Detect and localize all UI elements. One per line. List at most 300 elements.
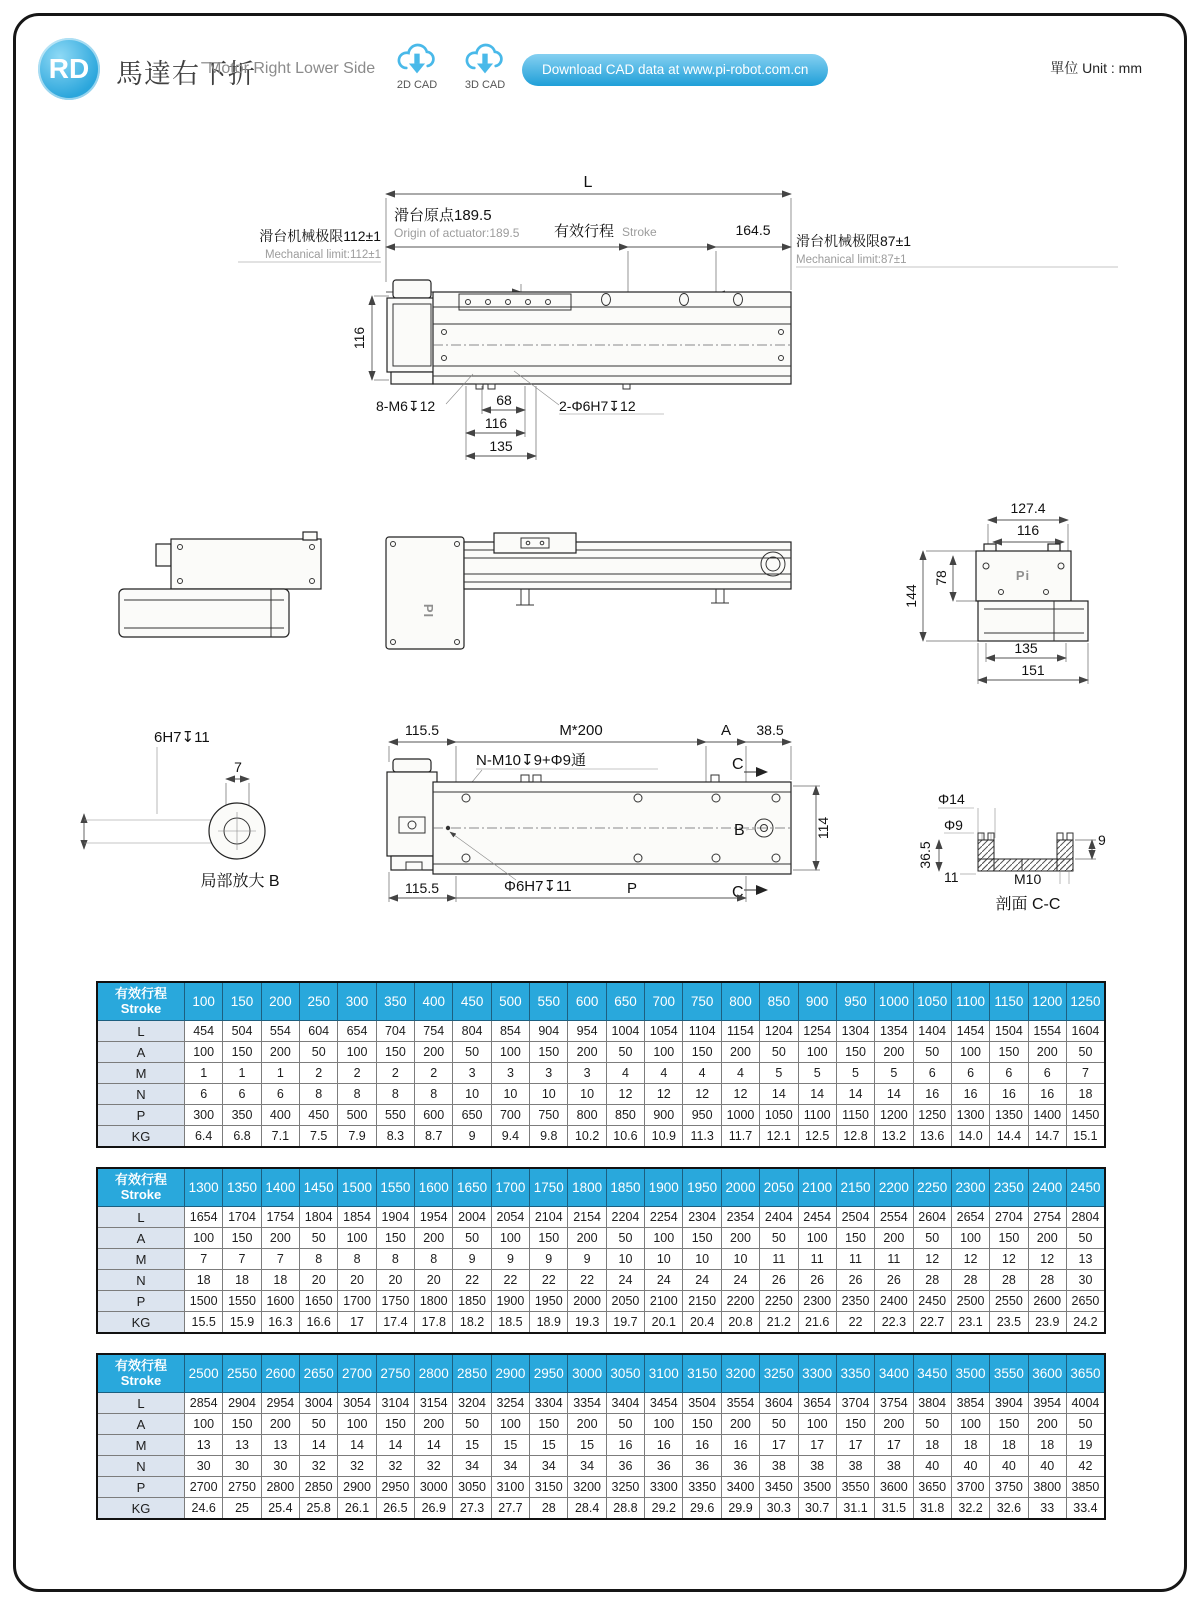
spec-value: 2654 [951, 1207, 989, 1228]
spec-value: 200 [415, 1228, 453, 1249]
stroke-col-header: 2200 [875, 1168, 913, 1207]
spec-row-l [97, 1207, 1105, 1228]
spec-value: 15 [491, 1435, 529, 1456]
spec-value: 3750 [990, 1477, 1028, 1498]
spec-value: 854 [491, 1021, 529, 1042]
spec-value: 1454 [951, 1021, 989, 1042]
spec-value: 100 [185, 1228, 223, 1249]
stroke-col-header: 2400 [1028, 1168, 1066, 1207]
spec-value: 18 [261, 1270, 299, 1291]
label-a: A [720, 722, 732, 739]
cloud-download-icon [461, 42, 509, 76]
spec-value: 9 [491, 1249, 529, 1270]
stroke-col-header: 2500 [185, 1354, 223, 1393]
spec-value: 950 [683, 1105, 721, 1126]
spec-value: 3804 [913, 1393, 951, 1414]
spec-row-n [97, 1456, 1105, 1477]
spec-value: 3850 [1066, 1477, 1105, 1498]
stroke-col-header: 2350 [990, 1168, 1028, 1207]
stroke-header-en: Stroke [120, 1372, 162, 1388]
spec-value: 3800 [1028, 1477, 1066, 1498]
spec-value: 1954 [415, 1207, 453, 1228]
spec-value: 13.2 [875, 1126, 913, 1148]
spec-value: 3054 [338, 1393, 376, 1414]
spec-value: 150 [376, 1414, 414, 1435]
spec-value: 16 [951, 1084, 989, 1105]
label-2-phi6h7: 2-Φ6H7↧12 [559, 398, 636, 414]
spec-value: 50 [606, 1042, 644, 1063]
spec-value: 25 [223, 1498, 261, 1520]
spec-value: 26.5 [376, 1498, 414, 1520]
dim-144: 144 [903, 584, 919, 608]
spec-value: 12 [1028, 1249, 1066, 1270]
spec-value: 26 [875, 1270, 913, 1291]
spec-value: 11 [836, 1249, 874, 1270]
row-label: M [97, 1249, 185, 1270]
spec-value: 15.1 [1066, 1126, 1105, 1148]
spec-value: 3150 [530, 1477, 568, 1498]
spec-value: 20.8 [721, 1312, 759, 1334]
stroke-col-header: 3050 [606, 1354, 644, 1393]
spec-row-p [97, 1477, 1105, 1498]
stroke-col-header: 550 [530, 982, 568, 1021]
spec-value: 1600 [261, 1291, 299, 1312]
spec-value: 12 [645, 1084, 683, 1105]
spec-value: 24 [606, 1270, 644, 1291]
top-view-drawing [238, 174, 1118, 460]
spec-value: 650 [453, 1105, 491, 1126]
row-label: P [97, 1291, 185, 1312]
stroke-col-header: 2850 [453, 1354, 491, 1393]
spec-value: 1900 [491, 1291, 529, 1312]
spec-value: 450 [300, 1105, 338, 1126]
stroke-header-cell [97, 982, 185, 1021]
spec-value: 3954 [1028, 1393, 1066, 1414]
spec-value: 26 [760, 1270, 798, 1291]
stroke-col-header: 1050 [913, 982, 951, 1021]
spec-value: 1554 [1028, 1021, 1066, 1042]
spec-value: 10 [721, 1249, 759, 1270]
spec-value: 13 [1066, 1249, 1105, 1270]
spec-value: 150 [223, 1414, 261, 1435]
cad-2d-download[interactable] [384, 42, 450, 91]
spec-row-a [97, 1414, 1105, 1435]
spec-value: 850 [606, 1105, 644, 1126]
spec-value: 1654 [185, 1207, 223, 1228]
spec-value: 50 [1066, 1228, 1105, 1249]
stroke-col-header: 2100 [798, 1168, 836, 1207]
spec-value: 12 [990, 1249, 1028, 1270]
spec-value: 29.6 [683, 1498, 721, 1520]
spec-value: 150 [683, 1042, 721, 1063]
spec-value: 17 [836, 1435, 874, 1456]
spec-value: 13 [261, 1435, 299, 1456]
spec-value: 24 [645, 1270, 683, 1291]
stroke-col-header: 2950 [530, 1354, 568, 1393]
stroke-col-header: 1400 [261, 1168, 299, 1207]
stroke-spec-table-3 [96, 1353, 1106, 1520]
stroke-col-header: 850 [760, 982, 798, 1021]
dim-116-bottom: 116 [484, 415, 508, 431]
spec-value: 150 [376, 1042, 414, 1063]
dim-36-5: 36.5 [917, 841, 933, 869]
spec-value: 6.4 [185, 1126, 223, 1148]
spec-value: 100 [951, 1228, 989, 1249]
spec-value: 14 [376, 1435, 414, 1456]
spec-value: 1950 [530, 1291, 568, 1312]
spec-value: 1800 [415, 1291, 453, 1312]
stroke-col-header: 900 [798, 982, 836, 1021]
spec-value: 2904 [223, 1393, 261, 1414]
stroke-col-header: 1850 [606, 1168, 644, 1207]
spec-value: 24.2 [1066, 1312, 1105, 1334]
spec-value: 1404 [913, 1021, 951, 1042]
spec-value: 100 [951, 1042, 989, 1063]
spec-row-kg [97, 1312, 1105, 1334]
spec-value: 1050 [760, 1105, 798, 1126]
dim-m10: M10 [1014, 871, 1042, 887]
stroke-col-header: 1200 [1028, 982, 1066, 1021]
spec-value: 28.8 [606, 1498, 644, 1520]
spec-value: 1204 [760, 1021, 798, 1042]
stroke-col-header: 2600 [261, 1354, 299, 1393]
spec-value: 4 [683, 1063, 721, 1084]
spec-value: 50 [760, 1228, 798, 1249]
spec-value: 28 [990, 1270, 1028, 1291]
spec-value: 3554 [721, 1393, 759, 1414]
spec-value: 954 [568, 1021, 606, 1042]
spec-value: 10 [683, 1249, 721, 1270]
spec-value: 1300 [951, 1105, 989, 1126]
stroke-label-en: Stroke [622, 225, 657, 239]
spec-value: 13.6 [913, 1126, 951, 1148]
spec-value: 22 [568, 1270, 606, 1291]
origin-label-en: Origin of actuator:189.5 [394, 226, 520, 240]
stroke-col-header: 1100 [951, 982, 989, 1021]
spec-row-n [97, 1270, 1105, 1291]
dim-m200: M*200 [559, 722, 603, 739]
dim-114: 114 [815, 816, 831, 840]
spec-value: 11 [760, 1249, 798, 1270]
stroke-col-header: 1150 [990, 982, 1028, 1021]
section-c-top-label: C [732, 756, 744, 773]
stroke-header-zh: 有效行程 [114, 1171, 167, 1187]
datasheet-page [13, 13, 1187, 1592]
row-label: L [97, 1393, 185, 1414]
spec-value: 28 [951, 1270, 989, 1291]
spec-value: 3 [530, 1063, 568, 1084]
spec-value: 12 [683, 1084, 721, 1105]
spec-value: 1850 [453, 1291, 491, 1312]
spec-value: 15.5 [185, 1312, 223, 1334]
label-p: P [626, 880, 638, 897]
spec-value: 2504 [836, 1207, 874, 1228]
spec-value: 200 [721, 1414, 759, 1435]
spec-value: 32.6 [990, 1498, 1028, 1520]
spec-value: 1004 [606, 1021, 644, 1042]
spec-value: 26.1 [338, 1498, 376, 1520]
spec-value: 18.9 [530, 1312, 568, 1334]
label-8-m6: 8-M6↧12 [376, 398, 436, 414]
end-view-drawing [903, 500, 1088, 684]
spec-value: 40 [990, 1456, 1028, 1477]
spec-value: 22.3 [875, 1312, 913, 1334]
row-label: KG [97, 1126, 185, 1148]
spec-value: 2300 [798, 1291, 836, 1312]
spec-value: 1504 [990, 1021, 1028, 1042]
row-label: A [97, 1228, 185, 1249]
dim-135: 135 [489, 438, 513, 454]
spec-value: 100 [338, 1042, 376, 1063]
spec-value: 13 [185, 1435, 223, 1456]
stroke-col-header: 300 [338, 982, 376, 1021]
spec-value: 3200 [568, 1477, 606, 1498]
spec-value: 18.5 [491, 1312, 529, 1334]
spec-value: 2900 [338, 1477, 376, 1498]
spec-row-a [97, 1042, 1105, 1063]
spec-value: 50 [913, 1414, 951, 1435]
spec-value: 200 [875, 1042, 913, 1063]
spec-value: 50 [300, 1414, 338, 1435]
spec-value: 3604 [760, 1393, 798, 1414]
spec-value: 1154 [721, 1021, 759, 1042]
spec-value: 9.8 [530, 1126, 568, 1148]
spec-value: 30 [261, 1456, 299, 1477]
spec-value: 3 [453, 1063, 491, 1084]
spec-value: 2100 [645, 1291, 683, 1312]
spec-value: 150 [683, 1228, 721, 1249]
row-label: N [97, 1270, 185, 1291]
spec-value: 50 [913, 1228, 951, 1249]
stroke-col-header: 2250 [913, 1168, 951, 1207]
stroke-col-header: 3600 [1028, 1354, 1066, 1393]
spec-value: 1450 [1066, 1105, 1105, 1126]
rd-badge-text: RD [48, 53, 90, 84]
spec-value: 150 [530, 1414, 568, 1435]
stroke-spec-table-2 [96, 1167, 1106, 1334]
spec-value: 38 [760, 1456, 798, 1477]
spec-value: 26.9 [415, 1498, 453, 1520]
spec-value: 12 [951, 1249, 989, 1270]
spec-value: 34 [530, 1456, 568, 1477]
spec-value: 454 [185, 1021, 223, 1042]
spec-value: 200 [875, 1228, 913, 1249]
dim-116-vertical: 116 [351, 326, 367, 350]
spec-row-p [97, 1105, 1105, 1126]
spec-value: 8 [376, 1084, 414, 1105]
spec-value: 2404 [760, 1207, 798, 1228]
stroke-col-header: 2550 [223, 1354, 261, 1393]
spec-value: 200 [415, 1042, 453, 1063]
spec-value: 23.9 [1028, 1312, 1066, 1334]
spec-value: 554 [261, 1021, 299, 1042]
pi-logo-end: Pi [1015, 568, 1031, 583]
spec-value: 150 [530, 1042, 568, 1063]
row-label: L [97, 1021, 185, 1042]
spec-value: 22.7 [913, 1312, 951, 1334]
spec-value: 10.6 [606, 1126, 644, 1148]
spec-value: 50 [453, 1414, 491, 1435]
stroke-header-cell [97, 1354, 185, 1393]
spec-value: 36 [721, 1456, 759, 1477]
spec-value: 30 [223, 1456, 261, 1477]
spec-value: 2600 [1028, 1291, 1066, 1312]
spec-value: 2500 [951, 1291, 989, 1312]
spec-value: 38 [875, 1456, 913, 1477]
spec-value: 50 [300, 1042, 338, 1063]
spec-value: 7.1 [261, 1126, 299, 1148]
stroke-col-header: 250 [300, 982, 338, 1021]
dim-9: 9 [1098, 832, 1106, 848]
spec-value: 18.2 [453, 1312, 491, 1334]
spec-value: 2150 [683, 1291, 721, 1312]
spec-value: 50 [913, 1042, 951, 1063]
spec-value: 6.8 [223, 1126, 261, 1148]
spec-value: 22 [453, 1270, 491, 1291]
stroke-col-header: 2900 [491, 1354, 529, 1393]
spec-value: 3500 [798, 1477, 836, 1498]
spec-value: 16 [606, 1435, 644, 1456]
spec-value: 16 [913, 1084, 951, 1105]
spec-value: 8.7 [415, 1126, 453, 1148]
spec-value: 18 [1028, 1435, 1066, 1456]
spec-value: 20.4 [683, 1312, 721, 1334]
spec-value: 30.7 [798, 1498, 836, 1520]
rd-badge [38, 38, 100, 100]
spec-value: 1 [185, 1063, 223, 1084]
spec-value: 28 [1028, 1270, 1066, 1291]
spec-value: 2450 [913, 1291, 951, 1312]
spec-value: 8 [300, 1084, 338, 1105]
spec-value: 24.6 [185, 1498, 223, 1520]
spec-value: 3904 [990, 1393, 1028, 1414]
spec-value: 10 [491, 1084, 529, 1105]
stroke-col-header: 3350 [836, 1354, 874, 1393]
spec-value: 26 [836, 1270, 874, 1291]
spec-value: 10 [645, 1249, 683, 1270]
spec-value: 16.3 [261, 1312, 299, 1334]
spec-value: 50 [1066, 1414, 1105, 1435]
spec-value: 29.9 [721, 1498, 759, 1520]
label-b: B [734, 822, 745, 839]
spec-value: 150 [836, 1414, 874, 1435]
spec-value: 2000 [568, 1291, 606, 1312]
spec-value: 14.0 [951, 1126, 989, 1148]
spec-value: 2204 [606, 1207, 644, 1228]
spec-value: 34 [453, 1456, 491, 1477]
spec-value: 38 [836, 1456, 874, 1477]
spec-value: 50 [606, 1228, 644, 1249]
spec-value: 100 [798, 1042, 836, 1063]
spec-value: 40 [1028, 1456, 1066, 1477]
spec-value: 1150 [836, 1105, 874, 1126]
spec-value: 6 [185, 1084, 223, 1105]
label-n-m10: N-M10↧9+Φ9通 [476, 752, 586, 769]
spec-value: 32 [338, 1456, 376, 1477]
spec-value: 50 [453, 1228, 491, 1249]
spec-value: 3400 [721, 1477, 759, 1498]
row-label: M [97, 1063, 185, 1084]
spec-value: 15 [530, 1435, 568, 1456]
spec-value: 11.7 [721, 1126, 759, 1148]
spec-value: 38 [798, 1456, 836, 1477]
spec-value: 100 [491, 1042, 529, 1063]
spec-value: 7.9 [338, 1126, 376, 1148]
spec-value: 18 [185, 1270, 223, 1291]
spec-value: 3854 [951, 1393, 989, 1414]
spec-value: 14 [875, 1084, 913, 1105]
spec-value: 3650 [913, 1477, 951, 1498]
detail-b-drawing [84, 729, 280, 890]
spec-value: 754 [415, 1021, 453, 1042]
spec-value: 2054 [491, 1207, 529, 1228]
spec-value: 3404 [606, 1393, 644, 1414]
stroke-col-header: 3500 [951, 1354, 989, 1393]
spec-value: 150 [990, 1414, 1028, 1435]
spec-value: 50 [1066, 1042, 1105, 1063]
cad-3d-download[interactable] [452, 42, 518, 91]
spec-value: 1 [223, 1063, 261, 1084]
spec-value: 14 [415, 1435, 453, 1456]
spec-value: 2200 [721, 1291, 759, 1312]
spec-value: 34 [568, 1456, 606, 1477]
spec-value: 7 [223, 1249, 261, 1270]
spec-value: 14 [798, 1084, 836, 1105]
stroke-col-header: 2050 [760, 1168, 798, 1207]
spec-value: 50 [760, 1414, 798, 1435]
spec-value: 14 [338, 1435, 376, 1456]
spec-value: 7 [185, 1249, 223, 1270]
stroke-col-header: 400 [415, 982, 453, 1021]
stroke-col-header: 2800 [415, 1354, 453, 1393]
spec-row-l [97, 1021, 1105, 1042]
spec-value: 1500 [185, 1291, 223, 1312]
spec-value: 2650 [1066, 1291, 1105, 1312]
spec-value: 10 [453, 1084, 491, 1105]
spec-value: 3504 [683, 1393, 721, 1414]
spec-value: 3104 [376, 1393, 414, 1414]
spec-value: 300 [185, 1105, 223, 1126]
spec-value: 26 [798, 1270, 836, 1291]
stroke-col-header: 3000 [568, 1354, 606, 1393]
spec-row-p [97, 1291, 1105, 1312]
spec-value: 9.4 [491, 1126, 529, 1148]
row-label: M [97, 1435, 185, 1456]
spec-value: 9 [568, 1249, 606, 1270]
section-c-bottom-label: C [732, 884, 744, 901]
download-cad-button[interactable]: Download CAD data at www.pi-robot.com.cn [522, 54, 828, 86]
spec-value: 50 [300, 1228, 338, 1249]
spec-value: 8 [300, 1249, 338, 1270]
spec-value: 4 [606, 1063, 644, 1084]
spec-value: 31.8 [913, 1498, 951, 1520]
row-label: N [97, 1084, 185, 1105]
spec-value: 8.3 [376, 1126, 414, 1148]
detail-b-caption: 局部放大 B [200, 873, 280, 890]
spec-value: 15 [453, 1435, 491, 1456]
stroke-col-header: 200 [261, 982, 299, 1021]
spec-value: 150 [836, 1228, 874, 1249]
spec-value: 17 [875, 1435, 913, 1456]
stroke-col-header: 3300 [798, 1354, 836, 1393]
spec-value: 1100 [798, 1105, 836, 1126]
spec-value: 17 [338, 1312, 376, 1334]
spec-value: 1604 [1066, 1021, 1105, 1042]
stroke-col-header: 1700 [491, 1168, 529, 1207]
spec-value: 604 [300, 1021, 338, 1042]
stroke-col-header: 500 [491, 982, 529, 1021]
spec-value: 1254 [798, 1021, 836, 1042]
